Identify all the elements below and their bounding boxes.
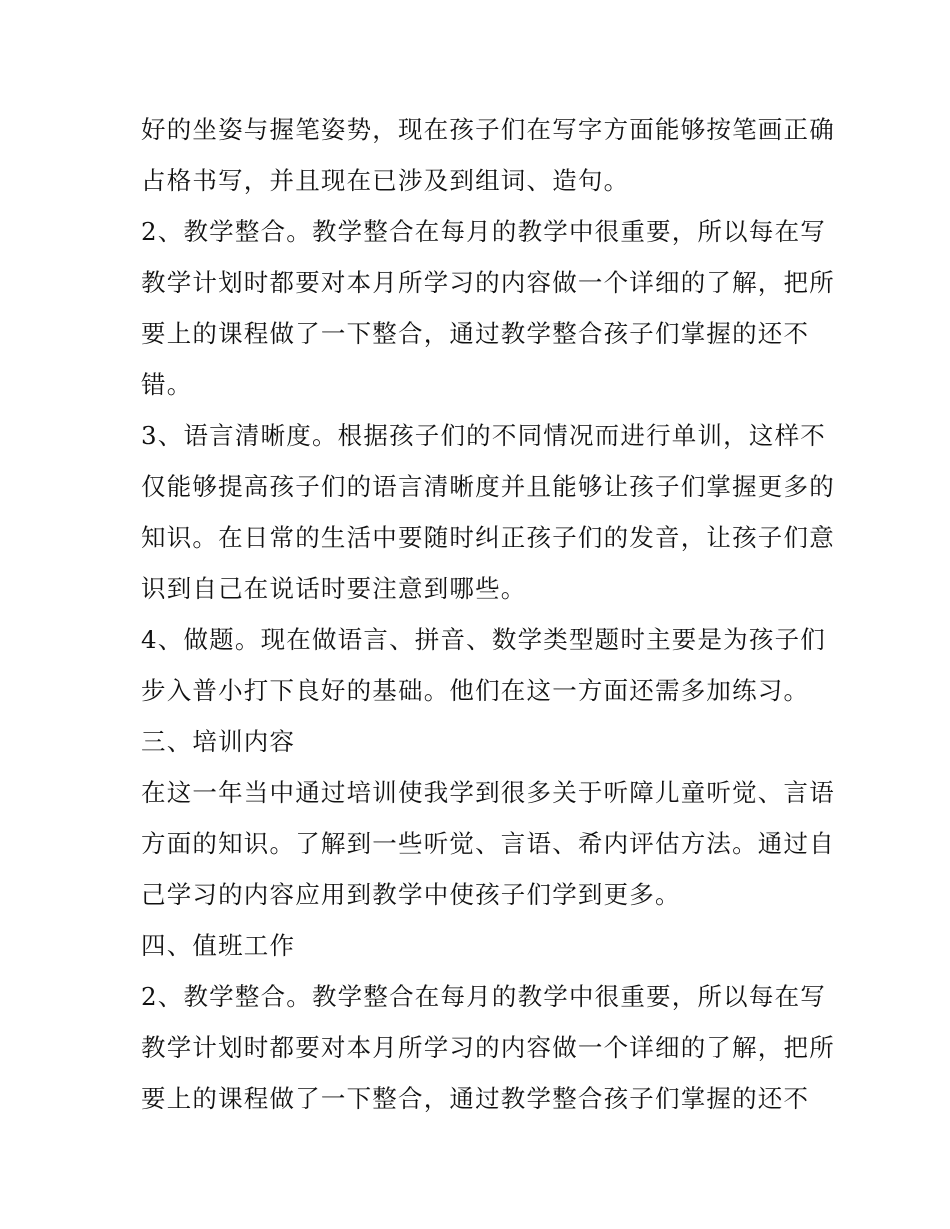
text-line: 步入普小打下良好的基础。他们在这一方面还需多加练习。 [141, 676, 810, 705]
text-line: 己学习的内容应用到教学中使孩子们学到更多。 [141, 880, 681, 909]
text-line: 要上的课程做了一下整合，通过教学整合孩子们掌握的还不 [141, 319, 810, 348]
text-line: 要上的课程做了一下整合，通过教学整合孩子们掌握的还不 [141, 1084, 810, 1113]
text-line: 仅能够提高孩子们的语言清晰度并且能够让孩子们掌握更多的 [141, 472, 835, 501]
text-line: 占格书写，并且现在已涉及到组词、造句。 [141, 166, 630, 195]
text-line: 2、教学整合。教学整合在每月的教学中很重要，所以每在写 [141, 982, 826, 1011]
text-line: 错。 [141, 370, 193, 399]
text-line: 好的坐姿与握笔姿势，现在孩子们在写字方面能够按笔画正确 [141, 115, 835, 144]
text-line: 识到自己在说话时要注意到哪些。 [141, 574, 527, 603]
text-line: 在这一年当中通过培训使我学到很多关于听障儿童听觉、言语 [141, 778, 835, 807]
text-line: 2、教学整合。教学整合在每月的教学中很重要，所以每在写 [141, 217, 826, 246]
section-heading: 三、培训内容 [141, 727, 296, 756]
text-line: 方面的知识。了解到一些听觉、言语、希内评估方法。通过自 [141, 829, 835, 858]
text-line: 教学计划时都要对本月所学习的内容做一个详细的了解，把所 [141, 1033, 835, 1062]
text-line: 教学计划时都要对本月所学习的内容做一个详细的了解，把所 [141, 268, 835, 297]
text-line: 3、语言清晰度。根据孩子们的不同情况而进行单训，这样不 [141, 421, 826, 450]
text-line: 4、做题。现在做语言、拼音、数学类型题时主要是为孩子们 [141, 625, 826, 654]
text-line: 知识。在日常的生活中要随时纠正孩子们的发音，让孩子们意 [141, 523, 835, 552]
section-heading: 四、值班工作 [141, 931, 296, 960]
